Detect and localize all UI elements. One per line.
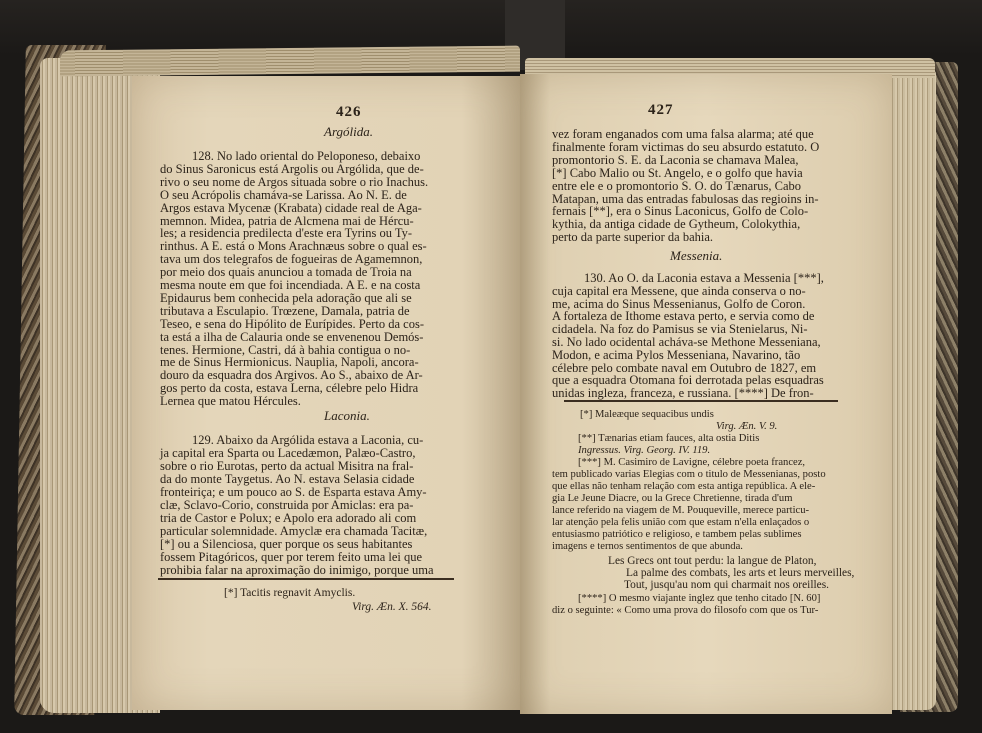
p130-line: cuja capital era Messene, que ainda conserva o no- xyxy=(552,283,806,298)
right-footnote-line: gia Le Jeune Diacre, ou la Grece Chretienne, tirada d'um xyxy=(552,493,793,504)
p128-line: les; a residencia predilecta d'este era Tyrins ou Ty- xyxy=(160,226,413,241)
pcont-line: fernais [**], era o Sinus Laconicus, Golfo de Colo- xyxy=(552,204,809,219)
right-footnote-line: Tout, jusqu'au nom qui charmait nos oreilles. xyxy=(624,579,829,591)
p130-line: 130. Ao O. da Laconia estava a Messenia [***], xyxy=(584,271,824,285)
p128-line: Teseo, e sena do Hipólito de Eurípides. Perto da cos- xyxy=(160,316,424,331)
p128-line: 128. No lado oriental do Peloponeso, debaixo xyxy=(192,149,421,163)
p129-line: ja capital era Sparta ou Lacedæmon, Palæo-Castro, xyxy=(160,446,416,460)
right-page xyxy=(520,74,892,714)
pcont-line: [*] Cabo Malio ou St. Angelo, e o golfo que havia xyxy=(552,165,803,180)
p129-line: particular solemnidade. Amyclæ era chamada Tacitæ, xyxy=(160,524,428,538)
right-footnote-line: [****] O mesmo viajante inglez que tenho citado [N. 60] xyxy=(578,593,821,604)
p128-line: memnon. Midea, patria de Alcmena mai de Hércu- xyxy=(160,213,414,228)
heading-argolida: Argólida. xyxy=(324,124,373,139)
footnote-rule xyxy=(158,578,454,580)
p128-line: gos perto da costa, estava Lerna, célebre pelo Hidra xyxy=(160,381,419,396)
p129-line: tria de Castor e Polux; e Apolo era adorado ali com xyxy=(160,511,417,525)
p130-line: si. No lado ocidental acháva-se Methone Messeniana, xyxy=(552,335,821,349)
p128-line: mesma noute em que foi incendiada. A E. e na costa xyxy=(160,278,421,292)
pcont-line: vez foram enganados com uma falsa alarma; até que xyxy=(552,127,814,141)
right-footnote-line: imagens e ternos sentimentos de que abunda. xyxy=(552,541,743,552)
p128-line: tributava a Esculapio. Trœzene, Damala, patria de xyxy=(160,303,410,318)
p129-line: clæ, Sclavo-Corio, construida por Amiclas: era pa- xyxy=(160,498,414,512)
p129-line: fronteiriça; e um pouco ao S. de Esparta estava Amy- xyxy=(160,485,427,499)
p128-line: douro da esquadra dos Argivos. Ao S., abaixo de Ar- xyxy=(160,368,423,383)
p128-line: por meio dos quais anunciou a tomada de Troia na xyxy=(160,265,412,280)
right-footnote-line: Les Grecs ont tout perdu: la langue de Platon, xyxy=(608,555,817,567)
pcont-line: perto da parte superior da bahia. xyxy=(552,230,714,245)
right-footnote-line: tem publicado varias Elegias com o titulo de Messenianas, posto xyxy=(552,469,826,480)
p128-line: do Sinus Saronicus está Argolis ou Argólida, que de- xyxy=(160,161,424,176)
p130-line: Modon, e acima Pylos Messeniana, Navarino, tão xyxy=(552,347,801,362)
p128-line: tenes. Hermione, Castri, dá à bahia contigua o no- xyxy=(160,342,411,357)
p128-line: ta está a ilha de Calauria onde se envenenou Demós- xyxy=(160,329,424,344)
p128-line: tava um dos telegrafos de fogueiras de Agamemnon, xyxy=(160,252,423,267)
p130-line: A fortaleza de Ithome estava perto, e servia como de xyxy=(552,309,815,324)
right-footnote-line: entusiasmo patriótico e religioso, e tambem pelas sublimes xyxy=(552,529,802,540)
p130-line: cidadela. Na foz do Pamisus se via Stenielarus, Ni- xyxy=(552,322,808,337)
p128-line: Epidaurus bem conhecida pela adoração que ali se xyxy=(160,290,412,305)
left-top-edges xyxy=(60,46,520,77)
right-footnote-line: diz o seguinte: « Como uma prova do filosofo com que os Tur- xyxy=(552,605,819,616)
heading-messenia: Messenia. xyxy=(670,248,723,263)
p128-line: rinthus. A E. está o Mons Arachnæus sobre o qual es- xyxy=(160,239,427,254)
p128-line: O seu Acrópolis chamáva-se Larissa. Ao N. E. de xyxy=(160,187,407,202)
p128-line: Lernea que matou Hércules. xyxy=(160,394,301,409)
left-page xyxy=(132,76,520,710)
right-page-number: 427 xyxy=(648,102,674,118)
right-footnote-line: Ingressus. Virg. Georg. IV. 119. xyxy=(578,445,711,456)
p129-line: 129. Abaixo da Argólida estava a Laconia, cu- xyxy=(192,433,424,447)
p129-line: fossem Pitagóricos, quer por terem feito uma lei que xyxy=(160,550,423,564)
left-footnote-1: [*] Tacitis regnavit Amyclis. xyxy=(224,587,356,599)
right-footnote-line: lance referido na viagem de M. Pouqueville, merece particu- xyxy=(552,505,810,516)
right-footnote-line: lar atenção pela felis união com que estam n'ella enlaçados o xyxy=(552,517,810,528)
pcont-line: promontorio S. E. da Laconia se chamava Malea, xyxy=(552,152,799,167)
p130-line: unidas ingleza, franceza, e russiana. [****] De fron- xyxy=(552,386,814,401)
p128-line: me de Sinus Hermionicus. Nauplia, Napoli, ancora- xyxy=(160,355,419,370)
left-page-number: 426 xyxy=(336,104,362,120)
p129-line: sobre o rio Eurotas, perto da actual Misitra na fral- xyxy=(160,459,414,473)
right-footnote-line: que ellas não tenham relação com esta antiga república. A ele- xyxy=(552,481,816,492)
right-footnote-line: Virg. Æn. V. 9. xyxy=(716,421,778,432)
p129-line: prohibia falar na aproximação do inimigo, porque uma xyxy=(160,563,434,577)
p128-line: rivo o seu nome de Argos situada sobre o rio Inachus. xyxy=(160,174,429,189)
p130-line: me, acima do Sinus Messenianus, Golfo de Coron. xyxy=(552,296,806,311)
pcont-line: entre ele e o promontorio S. O. do Tænarus, Cabo xyxy=(552,178,802,193)
pcont-line: kythia, da antiga cidade de Gytheum, Colokythia, xyxy=(552,217,801,232)
pcont-line: finalmente foram victimas do seu absurdo estatuto. O xyxy=(552,139,820,154)
right-footnote-line: [*] Maleæque sequacibus undis xyxy=(580,409,714,420)
right-footnote-line: [**] Tænarias etiam fauces, alta ostia Ditis xyxy=(578,433,760,444)
p130-line: que a esquadra Otomana foi derrotada pelas esquadras xyxy=(552,373,824,388)
p129-line: da do monte Taygetus. Ao N. estava Selasia cidade xyxy=(160,472,415,486)
right-footnote-line: La palme des combats, les arts et leurs merveilles, xyxy=(626,567,855,579)
p128-line: Argos estava Mycenæ (Krabata) cidade real de Aga- xyxy=(160,200,422,215)
left-footnote-2: Virg. Æn. X. 564. xyxy=(352,601,432,613)
p130-line: célebre pelo combate naval em Outubro de 1827, em xyxy=(552,360,817,375)
p129-line: [*] ou a Silenciosa, quer porque os seus habitantes xyxy=(160,537,413,551)
footnote-rule xyxy=(564,400,838,402)
heading-laconia: Laconia. xyxy=(324,408,370,423)
right-footnote-line: [***] M. Casimiro de Lavigne, célebre poeta francez, xyxy=(578,457,806,468)
pcont-line: Matapan, uma das entradas fabulosas das regioins in- xyxy=(552,191,819,206)
